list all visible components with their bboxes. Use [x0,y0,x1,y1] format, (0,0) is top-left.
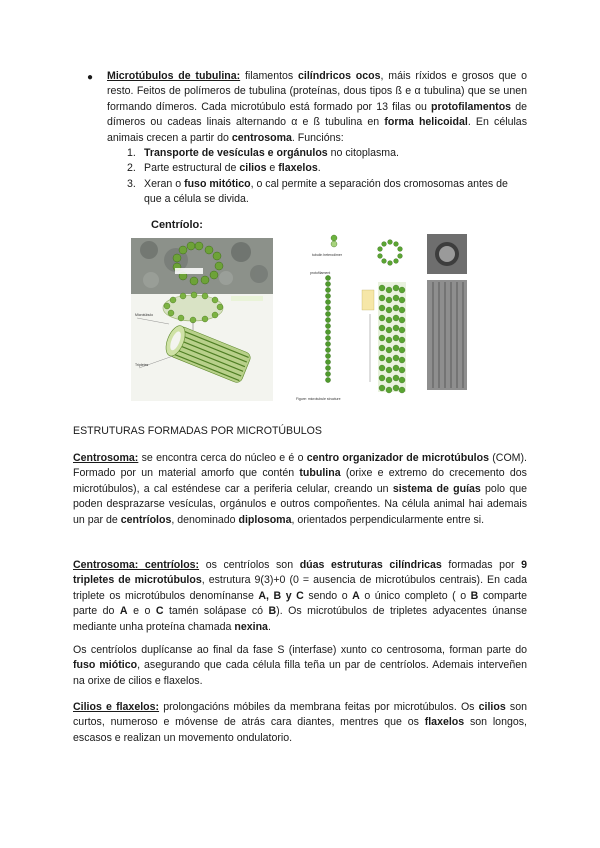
cilia-paragraph: Cilios e flaxelos: prolongacións móbiles da membrana feitas por microtúbulos. Os cilios son curtos, numeroso e móvense de atrás cara diantes, mentres que os flaxelos son longos, escasos e realizan un movemento ondulatorio. [73,701,528,744]
centriole-illustration [131,238,273,401]
svg-text:Tripletes: Tripletes [135,363,149,367]
bullet-icon: ● [87,72,94,83]
centrosome-paragraph: Centrosoma: se encontra cerca do núcleo e é o centro organizador de microtúbulos (COM). Formado por un material amorfo que contén tubulina (orixe e extremo do crecemento dos microtúbulos), a cal esténdese car a periferia celular, creando un sistema de guías polo que poden desprazarse vesículas, orgánulos e outros compoñentes. Na célula animal hai ademais un par de centríolos, denominado diplosoma, orientados perpendicularmente entre si. [73,452,527,526]
function-item: 2. Parte estructural de cilios e flaxelos. [127,162,321,175]
svg-text:tubulin heterodimer: tubulin heterodimer [312,253,342,257]
centrosome-term: Centrosoma: [73,452,139,464]
svg-text:Figure: microtubule structure: Figure: microtubule structure [296,397,341,401]
functions-list [127,146,527,208]
function-item: 3. Xeran o fuso mitótico, o cal permite a separación dos cromosomas antes de que a célula se divida. [127,177,508,206]
microtubules-paragraph: Microtúbulos de tubulina: filamentos cilíndricos ocos, máis ríxidos e grosos que o resto. Feitos de polímeros de tubulina (proteínas, dous tipos ß e α tubulina) que se unen formando dímeros. Cada microtúbulo está formado por 13 filas ou protofilamentos de dímeros ou cadeas linais alternando α e ß tubulina en forma helicoidal. En células animais crecen a partir do centrosoma. Funcións: [107,70,527,144]
centrioles-term: Centrosoma: centríolos: [73,559,200,571]
figure-caption: Centríolo: [151,219,203,231]
cilia-term: Cilios e flaxelos: [73,701,160,713]
function-item: 1. Transporte de vesículas e orgánulos no citoplasma. [127,147,399,159]
duplication-paragraph: Os centríolos duplícanse ao final da fase S (interfase) xunto co centrosoma, forman parte do fuso miótico, asegurando que cada célula filla teña un par de centríolos. Ademais interveñen na orixe de cilios e flaxelos. [73,644,527,687]
section-heading: ESTRUTURAS FORMADAS POR MICROTÚBULOS [73,425,322,437]
microtubules-term: Microtúbulos de tubulina: [107,70,241,82]
centrioles-paragraph: Centrosoma: centríolos: os centríolos son dúas estruturas cilíndricas formadas por 9 tripletes de microtúbulos, estrutura 9(3)+0 (0 = ausencia de microtúbulos centrais). En cada triplete os microtúbulos denomínanse A, B y C sendo o A o único completo ( o B comparte parte do A e o C tamén solápase có B). Os microtúbulos de tripletes adyacentes únanse mediante unha proteína chamada nexina. [73,559,527,633]
microtubule-diagram [292,232,470,404]
svg-text:protofilament: protofilament [310,271,331,275]
svg-text:Microtúbulo: Microtúbulo [135,313,154,317]
